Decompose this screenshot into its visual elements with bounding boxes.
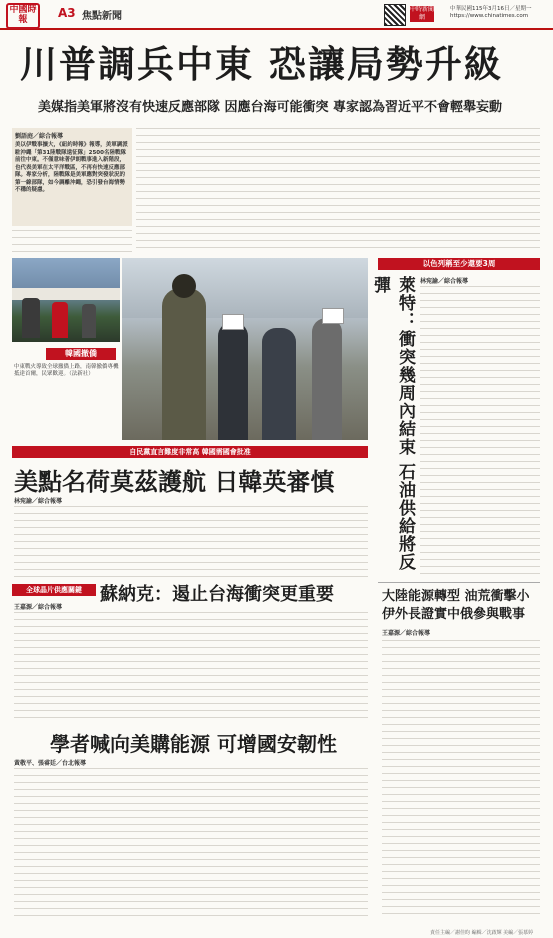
photo-tag: 韓國撤僑	[46, 348, 116, 360]
editor-credits: 責任主編／謝佳昀 編輯／沈啟輝 美編／張慕婷	[430, 930, 534, 936]
evacuation-photo	[12, 258, 120, 342]
lead-subhead: 美媒指美軍將沒有快速反應部隊 因應台海可能衝突 專家認為習近平不會輕舉妄動	[38, 100, 503, 115]
lead-headline: 川普調兵中東 恐讓局勢升級	[20, 42, 503, 86]
global-byline: 王嘉源／綜合報導	[14, 604, 63, 611]
divider	[378, 582, 540, 583]
lead-summary-box	[12, 128, 132, 226]
side-rail-headline: 萊特：衝突幾周內結束 石油供給將反彈	[370, 276, 415, 571]
lead-body-text	[136, 128, 540, 250]
middle-headline: 美點名荷莫茲護航 日韓英審慎	[14, 467, 335, 496]
newspaper-logo[interactable]: 中國時報	[6, 3, 40, 29]
section-number: A3	[58, 6, 76, 20]
bottom-byline: 黃敬平、張睿廷／台北報導	[14, 760, 87, 767]
right-headline: 大陸能源轉型 油荒衝擊小 伊外長證實中俄參與戰事	[382, 589, 530, 622]
dateline	[450, 6, 532, 20]
right-byline: 王嘉源／綜合報導	[382, 630, 431, 637]
global-body-text	[14, 612, 368, 718]
section-name: 焦點新聞	[82, 11, 122, 22]
lead-summary: 美以伊戰事擴大，《紐約時報》報導，美軍調派駐沖繩「第31陸戰隊遠征隊」2500名陸戰隊前往中東。不僅意味著伊朗戰事進入新階段，也代表美軍在太平洋戰區，不再有快速反應部隊。專家分析，陸戰隊是美軍應對突發狀況的第一線部隊，如今調離沖繩，恐引發台海情勢不穩的疑慮。	[15, 142, 128, 193]
side-rail-byline: 林宛諭／綜合報導	[420, 278, 469, 285]
lead-body-text-cont	[12, 230, 132, 252]
issue-date: 中華民國115年3月16日／星期一	[450, 6, 532, 12]
side-rail-header: 以色列稱至少還要3周	[378, 258, 540, 270]
middle-body-text	[14, 506, 368, 578]
global-headline: 蘇納克：遏止台海衝突更重要	[100, 584, 334, 605]
bottom-headline: 學者喊向美購能源 可增國安韌性	[50, 732, 337, 756]
brand-badge[interactable]: 中時新聞網	[410, 6, 435, 21]
troops-photo	[122, 258, 368, 440]
side-rail-body-text	[420, 286, 540, 576]
photo-caption: 中東戰火導致全球撤僑上路，南韓撤僑專機抵達首爾，民眾歡迎。（法新社）	[14, 364, 119, 377]
middle-byline: 林宛諭／綜合報導	[14, 498, 63, 505]
masthead	[0, 0, 553, 30]
right-body-text	[382, 640, 540, 920]
bottom-body-text	[14, 768, 368, 920]
global-banner: 全球晶片供應關鍵	[12, 584, 96, 596]
middle-banner: 自民黨直言難度非常高 韓國需國會批准	[12, 446, 368, 458]
qr-code-icon[interactable]	[384, 4, 406, 26]
website-url[interactable]: https://www.chinatimes.com	[450, 13, 529, 19]
lead-byline: 劉語庭／綜合報導	[15, 133, 64, 140]
page-footer	[0, 928, 553, 938]
